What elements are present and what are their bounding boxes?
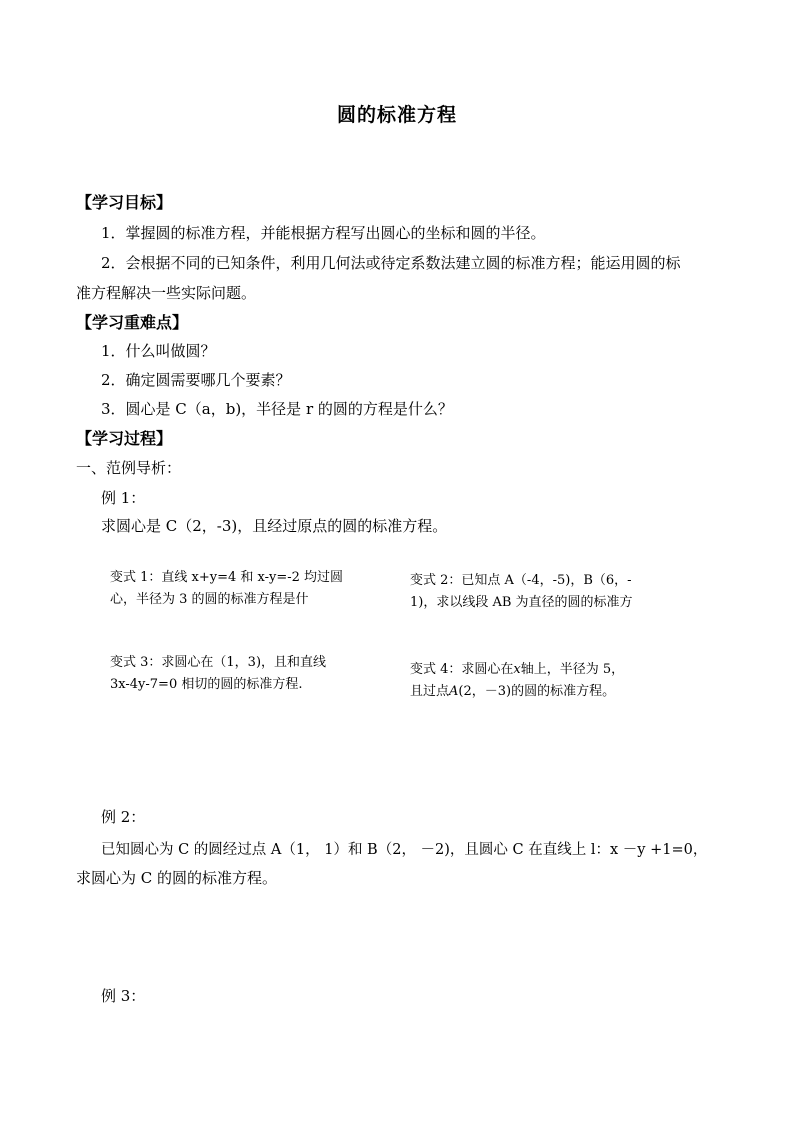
- variant-2: [410, 570, 690, 614]
- variant-1-line-1: 变式 1：直线 x+y=4 和 x-y=-2 均过圆: [110, 570, 344, 585]
- variant-3-line-1: 变式 3：求圆心在（1，3)，且和直线: [110, 655, 327, 670]
- goals-heading: 【学习目标】: [76, 193, 173, 212]
- variant-4-text-c: 且过点: [410, 684, 450, 699]
- example-2-label: 例 2：: [101, 808, 146, 826]
- goal-item-2-cont: 准方程解决一些实际问题。: [76, 284, 257, 302]
- variant-4-text-b: 轴上，半径为 5，: [520, 662, 625, 677]
- key-point-1: 1．什么叫做圆？: [101, 342, 216, 360]
- goal-item-2: 2．会根据不同的已知条件，利用几何法或待定系数法建立圆的标准方程；能运用圆的标: [101, 254, 681, 272]
- variant-4-var-a: A: [449, 684, 459, 699]
- goal-item-1: 1．掌握圆的标准方程，并能根据方程写出圆心的坐标和圆的半径。: [101, 224, 546, 242]
- example-2-text-2: 求圆心为 C 的圆的标准方程。: [76, 869, 278, 887]
- process-heading: 【学习过程】: [76, 429, 173, 448]
- variant-4-text-d: (2，－3)的圆的标准方程。: [458, 684, 616, 699]
- variant-3: [110, 652, 390, 696]
- example-2-text-1: 已知圆心为 C 的圆经过点 A（1， 1）和 B（2， －2)，且圆心 C 在直线上 l：x －y +1=0，: [101, 842, 708, 858]
- key-point-3: 3．圆心是 C（a，b)，半径是 r 的圆的方程是什么？: [101, 400, 453, 418]
- example-1-text: 求圆心是 C（2，-3)，且经过原点的圆的标准方程。: [101, 517, 448, 535]
- key-point-2: 2．确定圆需要哪几个要素？: [101, 371, 291, 389]
- part-one-label: 一、范例导析：: [76, 459, 182, 477]
- variant-3-line-2: 3x-4y-7=0 相切的圆的标准方程.: [110, 677, 303, 692]
- variant-4-text-a: 变式 4：求圆心在: [410, 662, 514, 677]
- variant-4-var-x: x: [513, 662, 521, 677]
- variant-4: [410, 659, 690, 703]
- example-3-label: 例 3：: [101, 987, 146, 1005]
- variant-1: [110, 567, 390, 611]
- variant-4-line-2: [410, 681, 690, 703]
- variant-2-line-1: 变式 2：已知点 A（-4，-5)，B（6，-: [410, 573, 632, 588]
- variant-4-line-1: [410, 659, 690, 681]
- variant-2-line-2: 1)，求以线段 AB 为直径的圆的标准方: [410, 595, 633, 610]
- variant-1-line-2: 心，半径为 3 的圆的标准方程是什: [110, 592, 309, 607]
- example-1-label: 例 1：: [101, 489, 146, 507]
- page-title: 圆的标准方程: [336, 104, 457, 126]
- key-points-heading: 【学习重难点】: [76, 313, 189, 332]
